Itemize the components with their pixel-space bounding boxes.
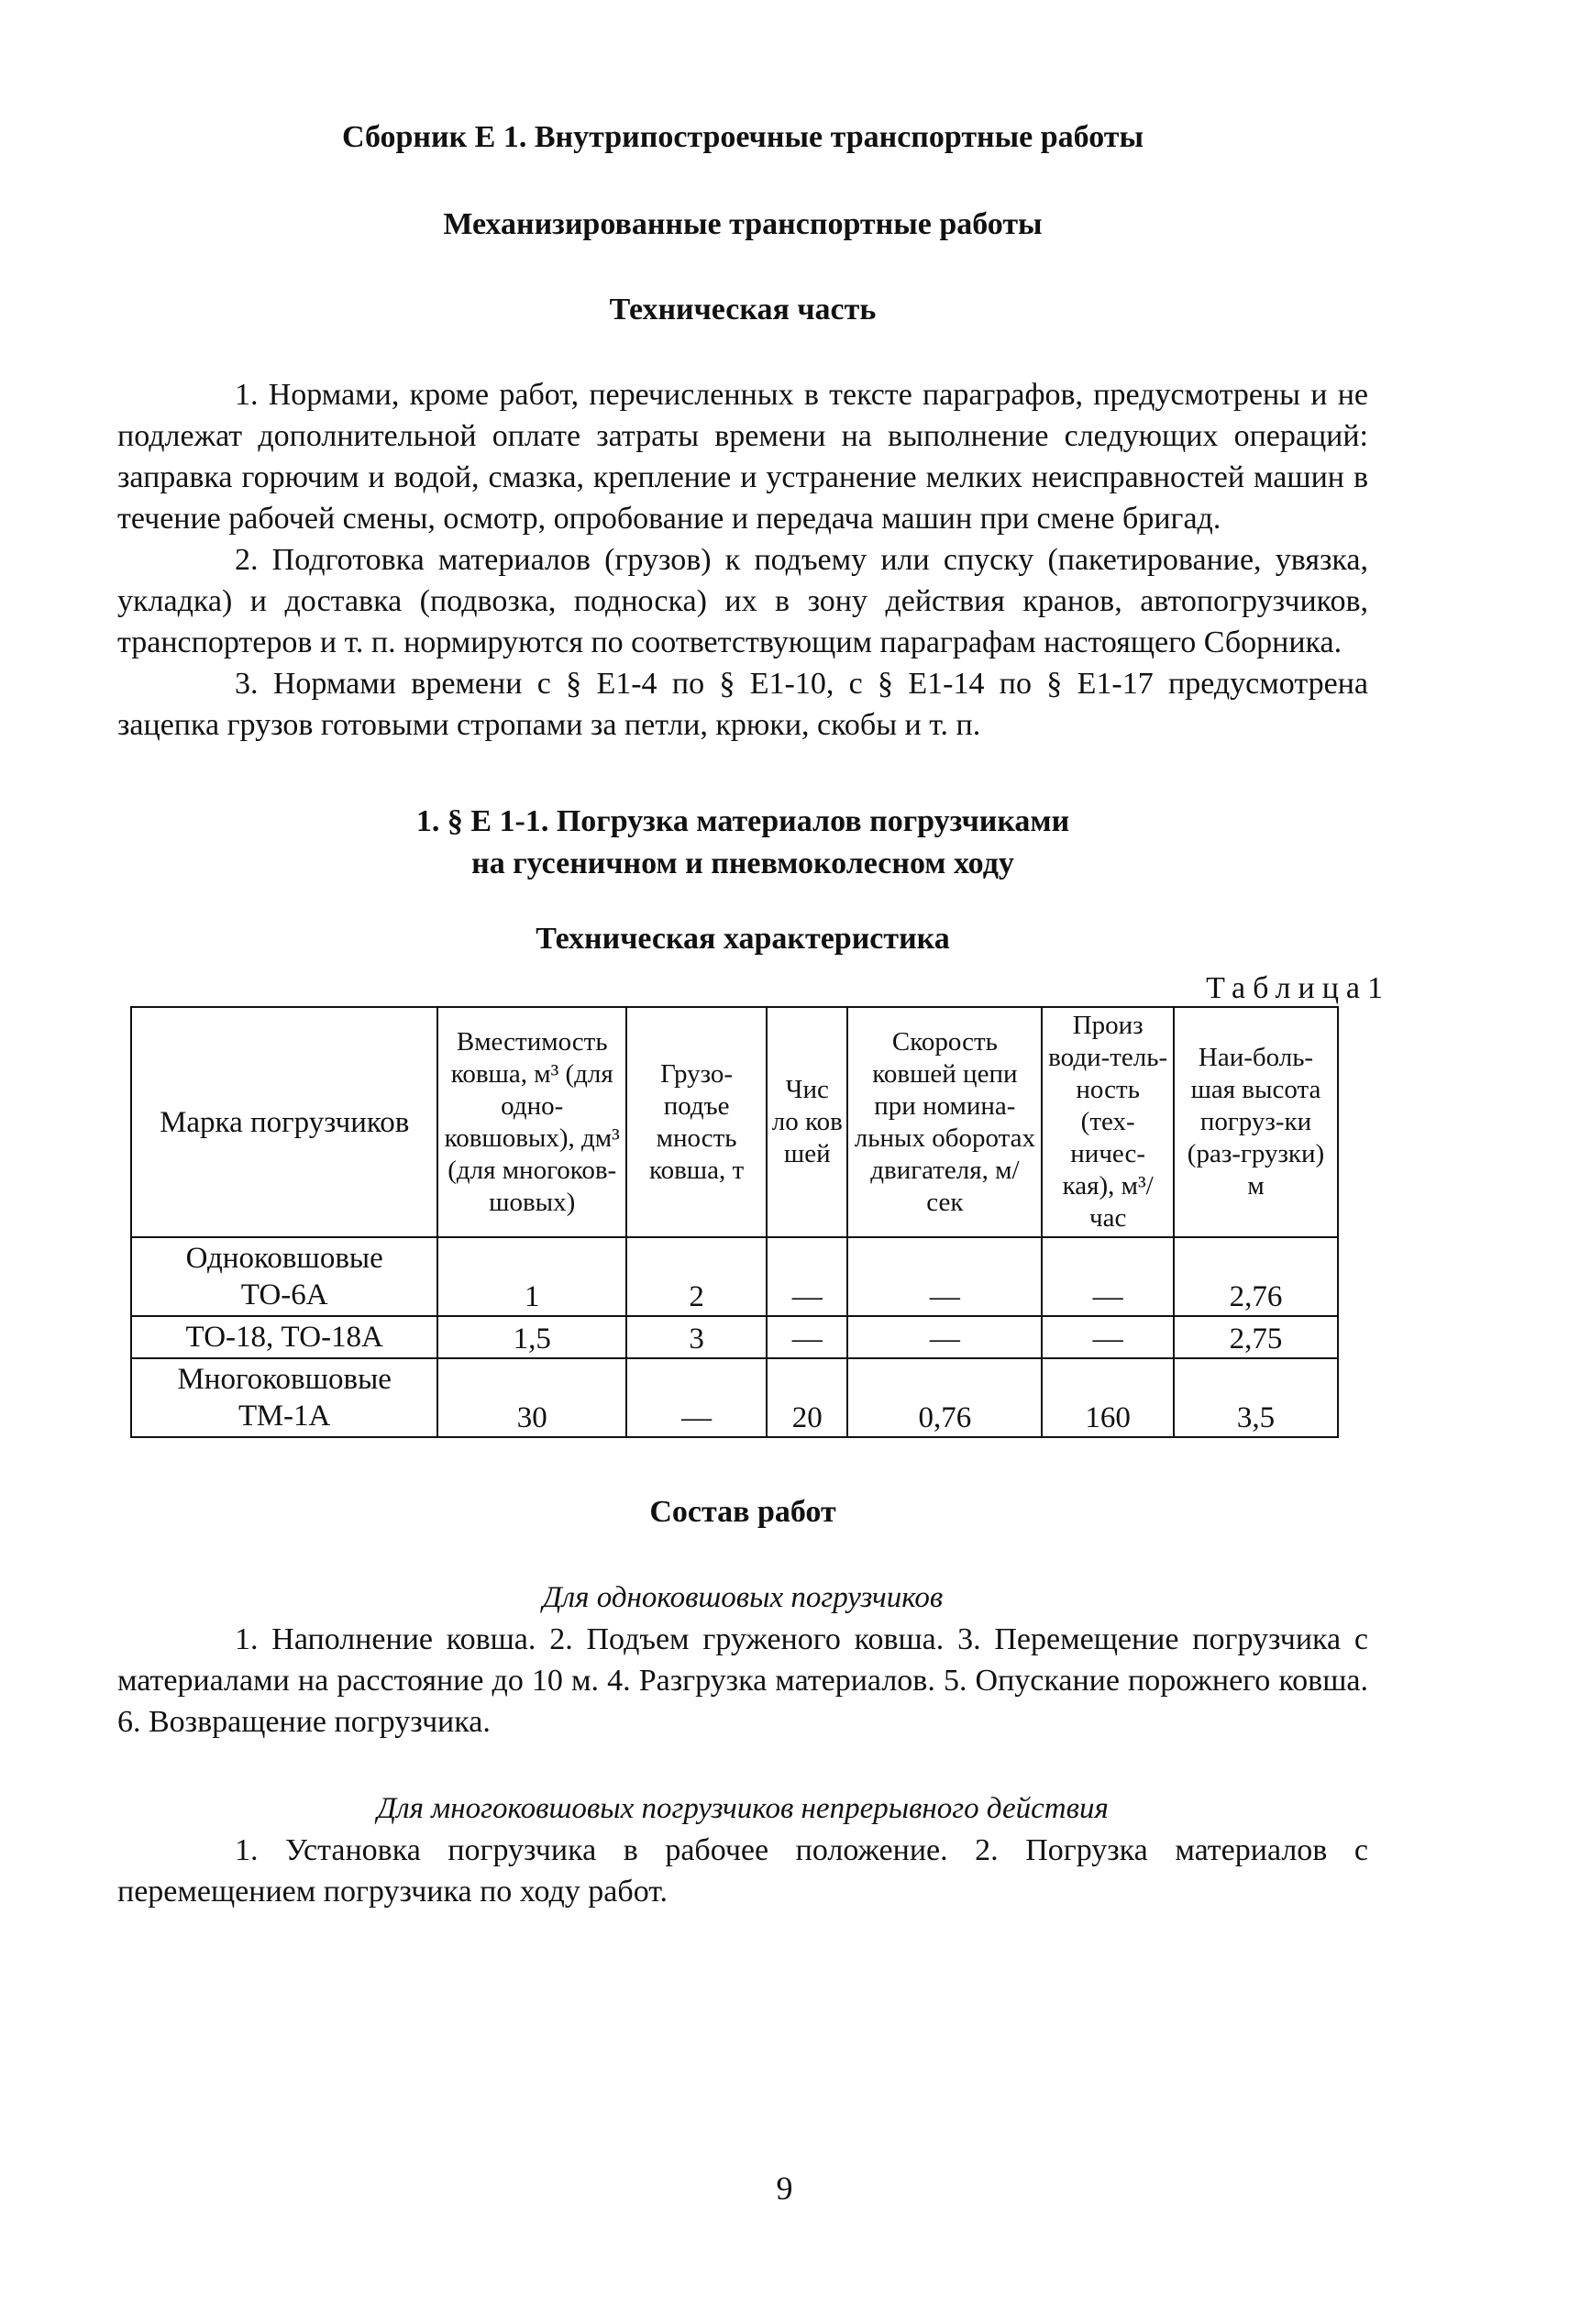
table-cell: —: [1042, 1237, 1174, 1316]
brand-cell: [131, 1237, 437, 1316]
paragraph-title-line: 1. § Е 1-1. Погрузка материалов погрузчиками: [415, 804, 1070, 839]
table-cell: 2,76: [1174, 1237, 1338, 1316]
document-page: [117, 110, 1390, 1912]
column-header: Скорость ковшей цепи при номина-льных оборотах двигателя, м/сек: [847, 1007, 1042, 1237]
technical-characteristic-title: Техническая характеристика: [536, 922, 950, 957]
column-header: Марка погрузчиков: [131, 1007, 437, 1237]
multi-bucket-text: 1. Установка погрузчика в рабочее положение. 2. Погрузка материалов с перемещением погрузчика по ходу работ.: [117, 1833, 1368, 1909]
table-cell: —: [847, 1316, 1042, 1358]
table-cell: —: [767, 1237, 847, 1316]
brand-line: ТМ-1А: [238, 1400, 331, 1433]
table-cell: 3,5: [1174, 1358, 1338, 1437]
single-bucket-heading: Для одноковшовых погрузчиков: [542, 1581, 944, 1615]
paragraph: 2. Подготовка материалов (грузов) к подъему или спуску (пакетирование, увязка, укладка) и доставка (подвозка, подноска) их в зону действия кранов, автопогрузчиков, транспортеров и т. п. нормируются по соответствующим параграфам настоящего Сборника.: [117, 543, 1368, 660]
table-label: Таблица1: [1206, 971, 1390, 1006]
column-header: Чис ло ков шей: [767, 1007, 847, 1237]
brand-cell: [131, 1358, 437, 1437]
table-row: [131, 1237, 1338, 1316]
page-number: 9: [776, 2170, 793, 2207]
column-header: Наи-боль-шая высота погруз-ки (раз-грузки) м: [1174, 1007, 1338, 1237]
brand-line: Одноковшовые: [185, 1242, 383, 1276]
column-header: Грузо-подъе мность ковша, т: [626, 1007, 767, 1237]
brand-line: ТО-18, ТО-18А: [185, 1321, 383, 1355]
technical-part-paragraphs: [117, 374, 1368, 746]
brand-cell: [131, 1316, 437, 1358]
table-cell: 20: [767, 1358, 847, 1437]
work-composition-title: Состав работ: [649, 1495, 836, 1530]
table-header-row: [131, 1007, 1338, 1237]
section-title: Механизированные транспортные работы: [443, 206, 1043, 241]
table-cell: 0,76: [847, 1358, 1042, 1437]
brand-line: ТО-6А: [240, 1278, 328, 1312]
paragraph: 1. Нормами, кроме работ, перечисленных в тексте параграфов, предусмотрены и не подлежат дополнительной оплате затраты времени на выполнение следующих операций: заправка горючим и водой, смазка, крепление и устранение мелких неисправностей машин в течение рабочей смены, осмотр, опробование и передача машин при смене бригад.: [117, 378, 1368, 537]
collection-title: Сборник Е 1. Внутрипостроечные транспортные работы: [341, 120, 1144, 154]
part-title: Техническая часть: [609, 292, 877, 326]
column-header: Вместимость ковша, м³ (для одно-ковшовых), дм³ (для многоков-шовых): [437, 1007, 626, 1237]
specification-table: [130, 1006, 1339, 1438]
table-row: [131, 1316, 1338, 1358]
paragraph-title-line: на гусеничном и пневмоколесном ходу: [471, 847, 1014, 881]
multi-bucket-heading: Для многоковшовых погрузчиков непрерывного действия: [377, 1792, 1109, 1826]
table-cell: —: [626, 1358, 767, 1437]
table-cell: 3: [626, 1316, 767, 1358]
table-cell: 1: [437, 1237, 626, 1316]
table-cell: 30: [437, 1358, 626, 1437]
table-cell: 2: [626, 1237, 767, 1316]
table-cell: —: [1042, 1316, 1174, 1358]
paragraph: 3. Нормами времени с § Е1-4 по § Е1-10, с § Е1-14 по § Е1-17 предусмотрена зацепка грузов готовыми стропами за петли, крюки, скобы и т. п.: [117, 667, 1368, 743]
single-bucket-text: 1. Наполнение ковша. 2. Подъем груженого ковша. 3. Перемещение погрузчика с материалами на расстояние до 10 м. 4. Разгрузка материалов. 5. Опускание порожнего ковша. 6. Возвращение погрузчика.: [117, 1622, 1368, 1740]
table-cell: 160: [1042, 1358, 1174, 1437]
paragraph-title: [117, 801, 1368, 885]
table-row: [131, 1358, 1338, 1437]
table-cell: 2,75: [1174, 1316, 1338, 1358]
column-header: Произ води-тель-ность (тех-ничес-кая), м³/час: [1042, 1007, 1174, 1237]
table-cell: —: [847, 1237, 1042, 1316]
table-cell: 1,5: [437, 1316, 626, 1358]
table-cell: —: [767, 1316, 847, 1358]
brand-line: Многоковшовые: [177, 1363, 392, 1397]
